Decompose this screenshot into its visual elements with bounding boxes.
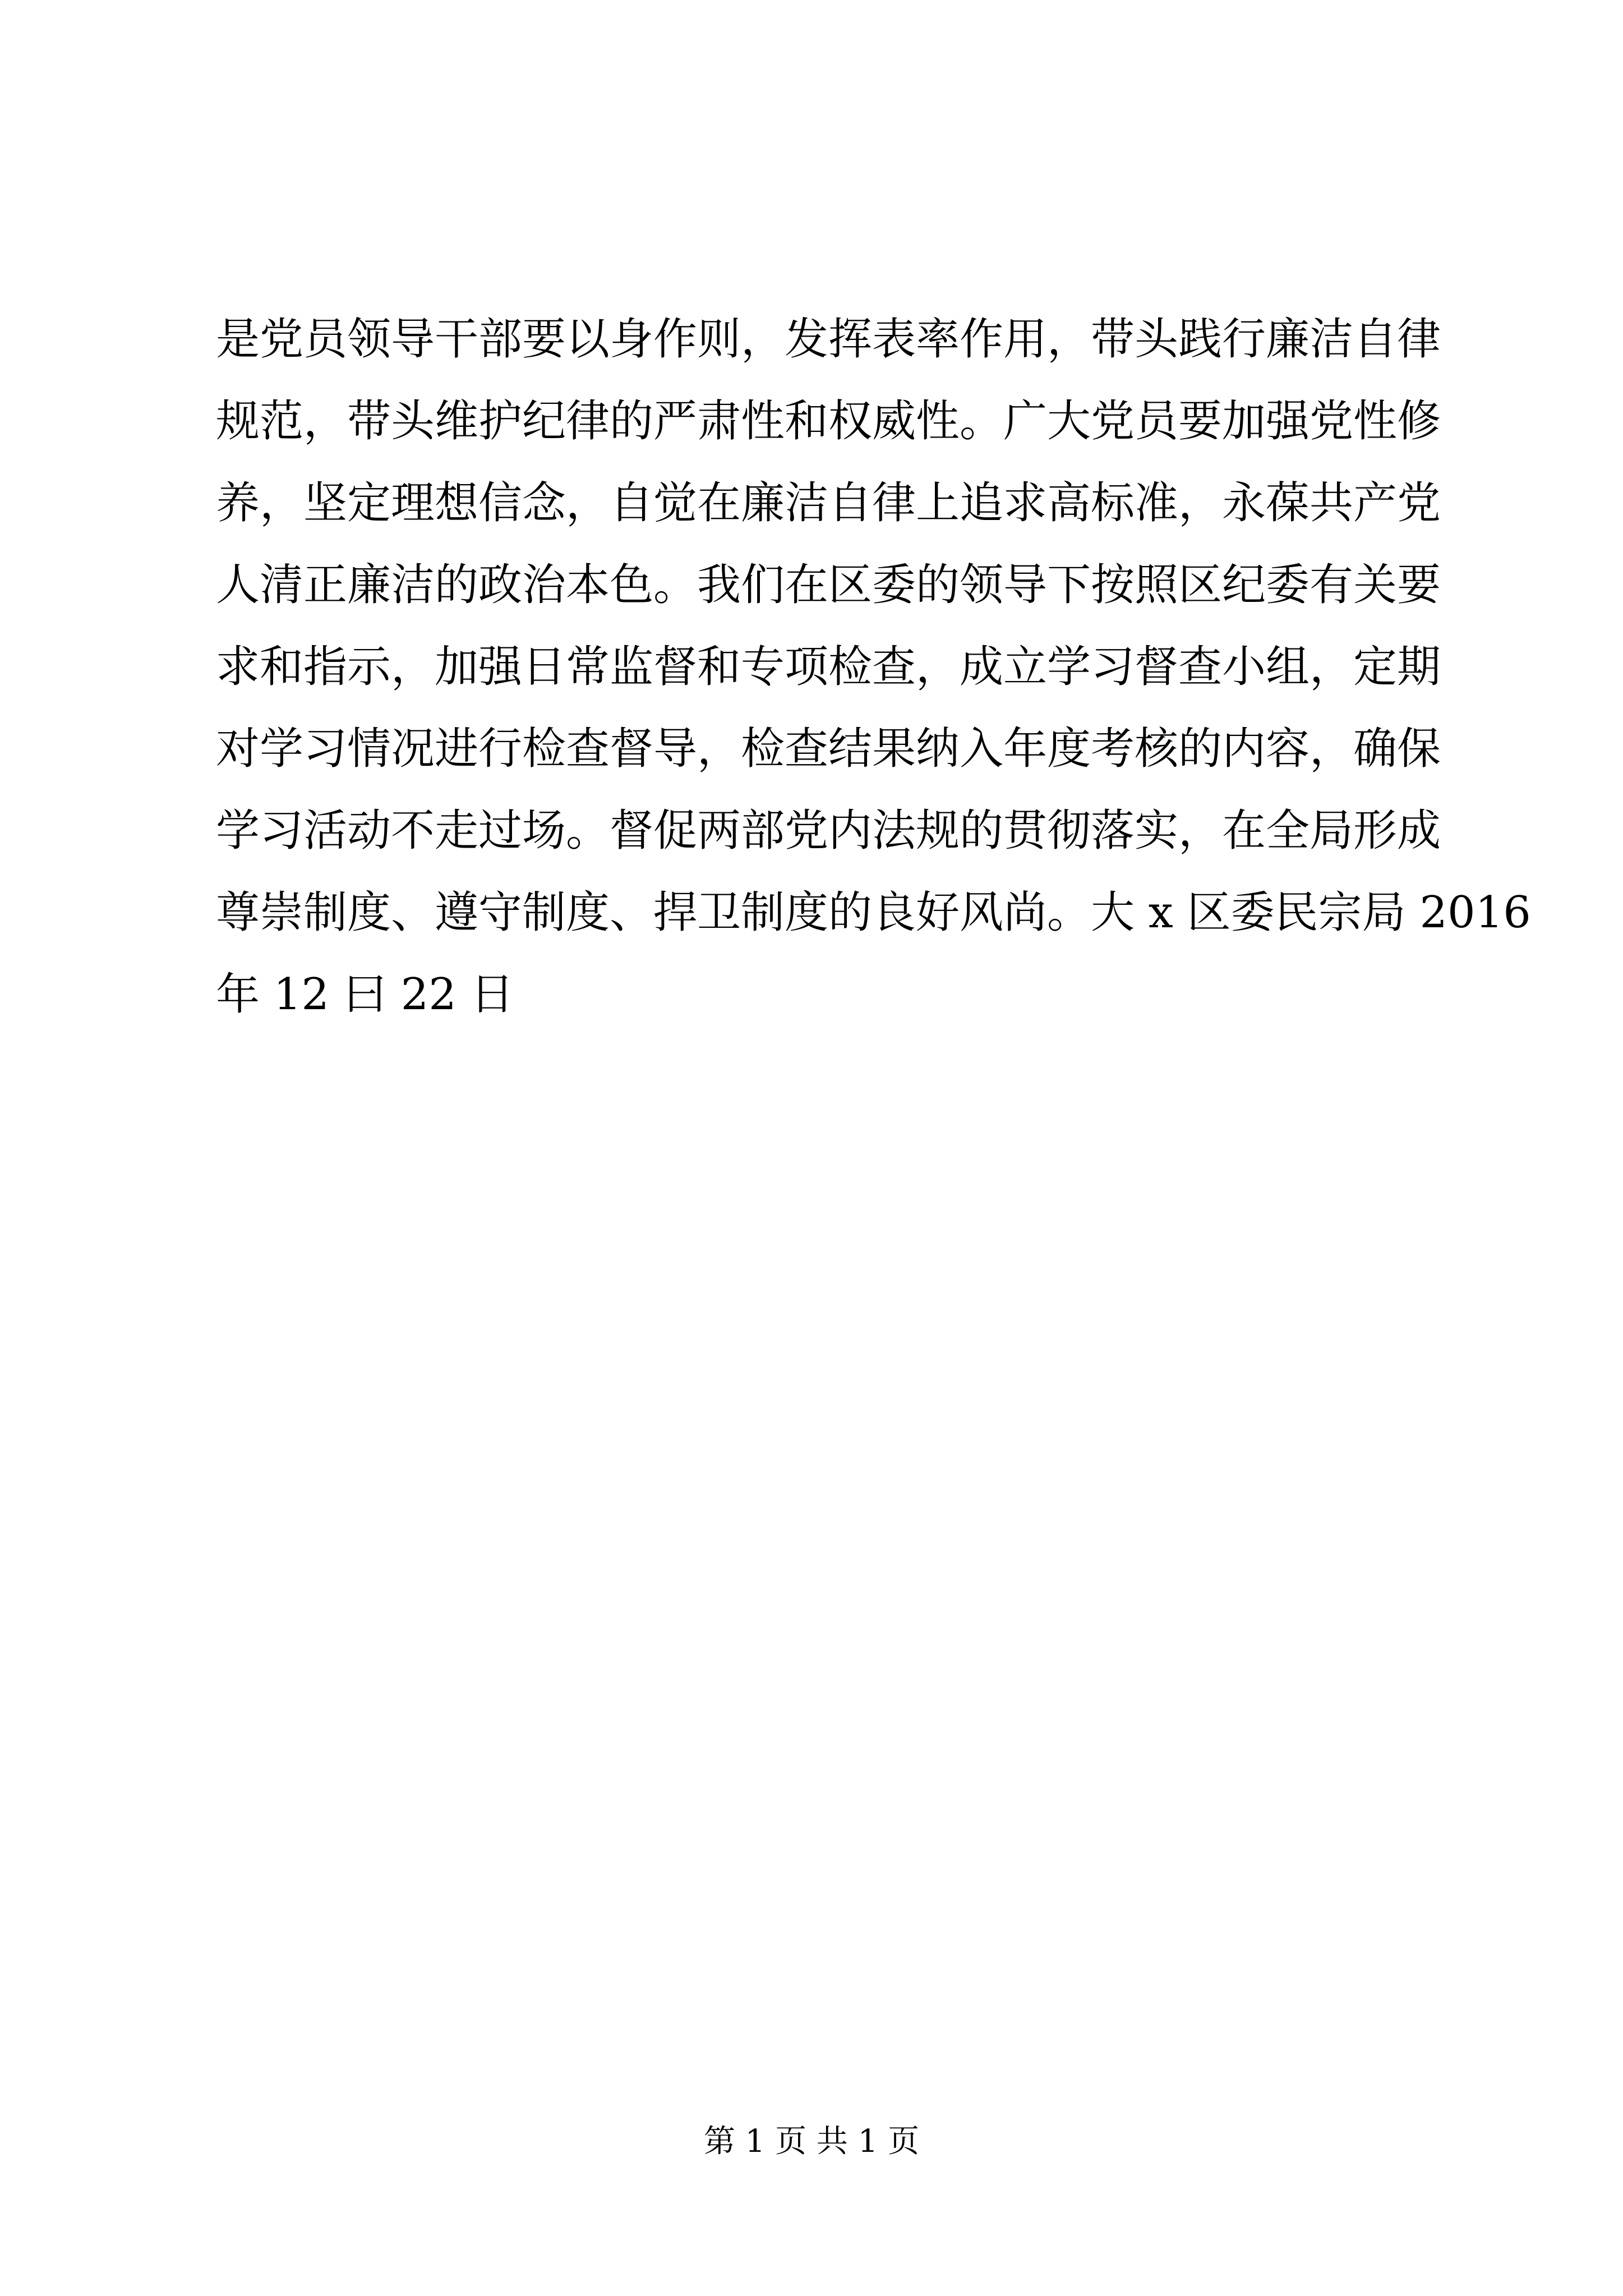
text-line: 尊崇制度、遵守制度、捍卫制度的良好风尚。大 x 区委民宗局 2016 xyxy=(216,887,1531,938)
text-line: 是党员领导干部要以身作则，发挥表率作用，带头践行廉洁自律 xyxy=(216,314,1441,365)
text-line: 求和指示，加强日常监督和专项检查，成立学习督查小组，定期 xyxy=(216,642,1441,692)
page-number-footer: 第 1 页 共 1 页 xyxy=(703,2123,920,2160)
text-line: 养，坚定理想信念，自觉在廉洁自律上追求高标准，永葆共产党 xyxy=(216,478,1441,528)
document-body xyxy=(216,298,1531,1036)
text-line: 年 12 曰 22 日 xyxy=(216,969,514,1020)
text-line: 对学习情况进行检查督导，检查结果纳入年度考核的内容，确保 xyxy=(216,724,1441,774)
text-line: 规范，带头维护纪律的严肃性和权威性。广大党员要加强党性修 xyxy=(216,396,1441,447)
text-line: 人清正廉洁的政治本色。我们在区委的领导下按照区纪委有关要 xyxy=(216,560,1441,610)
text-line: 学习活动不走过场。督促两部党内法规的贯彻落实，在全局形成 xyxy=(216,806,1441,856)
